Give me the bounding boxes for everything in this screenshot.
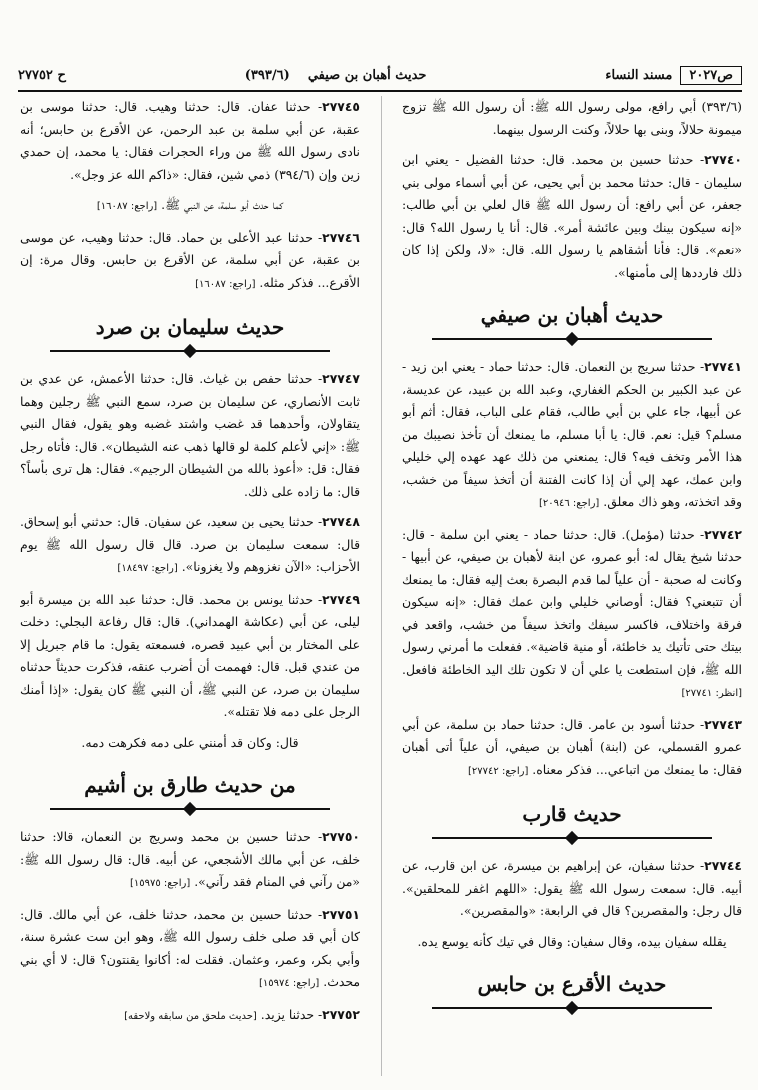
reference: [راجع: ١٥٩٧٤]	[258, 978, 320, 989]
hadith-paragraph: ٢٧٧٥٢- حدثنا يزيد. [حديث ملحق من سابقه ولاحقه]	[124, 1006, 360, 1022]
hadith-note: كما حدث أبو سلمة، عن النبي ﷺ. [راجع: ١٦٠٨٧]	[96, 197, 284, 212]
heading-rule	[432, 833, 712, 843]
page-header	[18, 60, 742, 92]
section-heading: حديث قارب	[522, 802, 622, 826]
reference: [انظر: ٢٧٧٤١]	[681, 688, 742, 699]
section-heading: حديث الأقرع بن حابس	[477, 972, 667, 996]
heading-rule	[50, 346, 330, 356]
hadith-paragraph: ٢٧٧٤٠- حدثنا حسين بن محمد. قال: حدثنا الفضيل - يعني ابن سليمان - قال: حدثنا محمد بن أبي يحيى، عن أبي أسماء مولى بني جعفر، عن أبي رافع: أن رسول الله ﷺ قال لعلي بن أبي طالب: «إنه سيكون بينك وبين عائشة أمر». قال: أنا يا رسول الله؟ قال: «نعم». قال: فأنا أشقاهم يا رسول الله. قال: «لا، ولكن إذا كان ذلك فارددها إلى مأمنها».	[402, 152, 742, 280]
reference: [حديث ملحق من سابقه ولاحقه]	[124, 1010, 257, 1022]
book-title: مسند النساء	[605, 67, 673, 83]
hadith-note: يقلله سفيان بيده، وقال سفيان: وقال في تيك كأنه يوسع يده.	[417, 933, 727, 949]
hadith-number: ٢٧٧٤٤	[704, 858, 742, 873]
hadith-number: ٢٧٧٥١	[322, 906, 360, 922]
left-column	[20, 96, 360, 1082]
hadith-paragraph: ٢٧٧٥١- حدثنا حسين بن محمد، حدثنا خلف، عن أبي مالك. قال: كان أبي قد صلى خلف رسول الله ﷺ، وهو ابن ست عشرة سنة، وأبي بكر، وعمر، وعثمان. فقلت له: أكانوا يقنتون؟ قال: لا أي بني محدث. [راجع: ١٥٩٧٤]	[20, 906, 360, 989]
section-heading: حديث أهبان بن صيفي	[480, 303, 664, 327]
hadith-paragraph: ٢٧٧٤٦- حدثنا عبد الأعلى بن حماد. قال: حدثنا وهيب، عن موسى بن عقبة، عن أبي سلمة، عن الأقرع بن حابس. وقال مرة: إن الأقرع... فذكر مثله. [راجع: ١٦٠٨٧]	[20, 229, 360, 290]
hadith-paragraph: (٣٩٣/٦) أبي رافع، مولى رسول الله ﷺ: أن رسول الله ﷺ تزوج ميمونة حلالاً، وبنى بها حلالاً، وكنت الرسول بينهما.	[402, 99, 742, 137]
reference: [راجع: ١٦٠٨٧]	[195, 278, 256, 290]
hadith-paragraph: ٢٧٧٤٩- حدثنا يونس بن محمد. قال: حدثنا عبد الله بن ميسرة أبو ليلى، عن أبي (عكاشة الهمداني). قال: قال رفاعة البجلي: دخلت على المختار بن أبي عبيد قصره، فسمعته يقول: ما قام جبريل إلا من عندي قبل. قال: فهممت أن أضرب عنقه، فذكرت حديثاً حدثناه سليمان بن صرد، عن النبي ﷺ، أن النبي ﷺ كان يقول: «إذا أمنك الرجل على دمه فلا تقتله».	[20, 591, 360, 719]
column-divider	[381, 96, 382, 1076]
header-hadith-title: حديث أهبان بن صيفي	[307, 67, 427, 83]
hadith-number: ٢٧٧٤٨	[322, 514, 360, 529]
hadith-number: ٢٧٧٥٢	[322, 1006, 360, 1022]
header-right	[605, 66, 742, 85]
hadith-paragraph: ٢٧٧٤٥- حدثنا عفان. قال: حدثنا وهيب. قال: حدثنا موسى بن عقبة، عن أبي سلمة بن عبد الرحمن، عن الأقرع بن حابس؛ أنه نادى رسول الله ﷺ من وراء الحجرات فقال: يا محمد، إن حمدي زين وإن (٣٩٤/٦) ذمي شين، فقال: «ذاكم الله عز وجل».	[20, 99, 360, 182]
hadith-number: ٢٧٧٤٥	[322, 99, 360, 114]
right-column	[402, 96, 742, 1082]
header-center	[245, 68, 427, 83]
hadith-number: ٢٧٧٤٩	[322, 591, 360, 607]
section-heading: من حديث طارق بن أشيم	[84, 773, 296, 797]
reference: [راجع: ١٦٠٨٧]	[96, 201, 158, 212]
heading-rule	[432, 1003, 712, 1013]
heading-rule	[50, 804, 330, 814]
hadith-number: ٢٧٧٥٠	[322, 829, 360, 844]
hadith-paragraph: ٢٧٧٤٤- حدثنا سفيان، عن إبراهيم بن ميسرة، عن ابن قارب، عن أبيه. قال: سمعت رسول الله ﷺ يقول: «اللهم اغفر للمحلقين». قال رجل: والمقصرين؟ قال في الرابعة: «والمقصرين».	[402, 858, 742, 918]
hadith-number: ٢٧٧٤٦	[322, 229, 360, 245]
hadith-number: ٢٧٧٤٣	[704, 716, 742, 732]
hadith-number: ٢٧٧٤٢	[704, 526, 742, 542]
reference: [راجع: ٢٧٧٤٢]	[468, 765, 529, 777]
hadith-paragraph: ٢٧٧٤١- حدثنا سريج بن النعمان. قال: حدثنا حماد - يعني ابن زيد - عن عبد الكبير بن الحكم الغفاري، وعبد الله بن عبيد، عن عديسة، عن أبيها، جاء علي بن أبي طالب، فقام على الباب، فقال: أثم أبو مسلم؟ قيل: نعم. قال: يا أبا مسلم، ما يمنعك أن تأخذ نصيبك من هذا الأمر وتخف فيه؟ قال: يمنعني من ذلك عهد عهده إلي خليلي وابن عمك، عهد إلي أن إذا كانت الفتنة أن أتخذ سيفاً من خشب، وقد اتخذته، وهو ذاك معلق. [راجع: ٢٠٩٤٦]	[402, 359, 742, 509]
hadith-number: ٢٧٧٤٧	[322, 371, 360, 386]
hadith-note: قال: وكان قد أمنني على دمه فكرهت دمه.	[81, 734, 299, 750]
hadith-paragraph: ٢٧٧٤٧- حدثنا حفص بن غياث. قال: حدثنا الأعمش، عن عدي بن ثابت الأنصاري، عن سليمان بن صرد، سمع النبي ﷺ رجلين وهما يتقاولان، وأحدهما قد غضب واشتد غضبه وهو يقول، فقال النبي ﷺ: «إني لأعلم كلمة لو قالها ذهب عنه الشيطان». قال: فأتاه رجل فقال: قل: «أعوذ بالله من الشيطان الرجيم». فقال: هل ترى بأساً؟ قال: ما زاده على ذلك.	[20, 371, 360, 499]
hadith-paragraph: ٢٧٧٤٣- حدثنا أسود بن عامر. قال: حدثنا حماد بن سلمة، عن أبي عمرو القسملي، عن (ابنة) أهبان بن صيفي، أن علياً أتى أهبان فقال: ما يمنعك من اتباعي... فذكر معناه. [راجع: ٢٧٧٤٢]	[402, 716, 742, 777]
hadith-paragraph: ٢٧٧٥٠- حدثنا حسين بن محمد وسريج بن النعمان، قالا: حدثنا خلف، عن أبي مالك الأشجعي، عن أبيه. قال: قال رسول الله ﷺ: «من رآني في المنام فقد رآني». [راجع: ١٥٩٧٥]	[20, 829, 360, 889]
hadith-number: ٢٧٧٤١	[704, 359, 742, 374]
reference: [راجع: ٢٠٩٤٦]	[538, 498, 600, 509]
reference: [راجع: ١٥٩٧٥]	[129, 878, 191, 889]
hadith-number: ٢٧٧٤٠	[704, 152, 742, 167]
section-heading: حديث سليمان بن صرد	[95, 315, 285, 339]
reference: [راجع: ١٨٤٩٧]	[117, 563, 178, 574]
hadith-paragraph: ٢٧٧٤٨- حدثنا يحيى بن سعيد، عن سفيان. قال: حدثني أبو إسحاق. قال: سمعت سليمان بن صرد. قال قال رسول الله ﷺ يوم الأحزاب: «الآن نغزوهم ولا يغزونا». [راجع: ١٨٤٩٧]	[20, 514, 360, 574]
header-index: (٣٩٣/٦)	[244, 67, 290, 83]
header-left	[18, 68, 66, 83]
page-number: ص٢٠٢٧	[680, 66, 742, 85]
hadith-paragraph: ٢٧٧٤٢- حدثنا (مؤمل). قال: حدثنا حماد - يعني ابن سلمة - قال: حدثنا شيخ يقال له: أبو عمرو، عن ابنة لأهبان بن صيفي، عن أبيها - وكانت له صحبة - أن علياً لما قدم البصرة بعث إليه فقال: ما يمنعك أن تتبعني؟ فقال: أوصاني خليلي وابن عمك فقال: «إنه سيكون فرقة واختلاف، فاكسر سيفك واتخذ سيفاً من خشب، واقعد في بيتك حتى تأتيك يد خاطئة، أو منية قاضية». ففعلت ما أمرني رسول الله ﷺ، فإن استطعت يا علي أن لا تكون تلك اليد الخاطئة فافعل. [انظر: ٢٧٧٤١]	[402, 526, 742, 699]
hadith-range: ح ٢٧٧٥٢	[18, 67, 66, 83]
heading-rule	[432, 334, 712, 344]
